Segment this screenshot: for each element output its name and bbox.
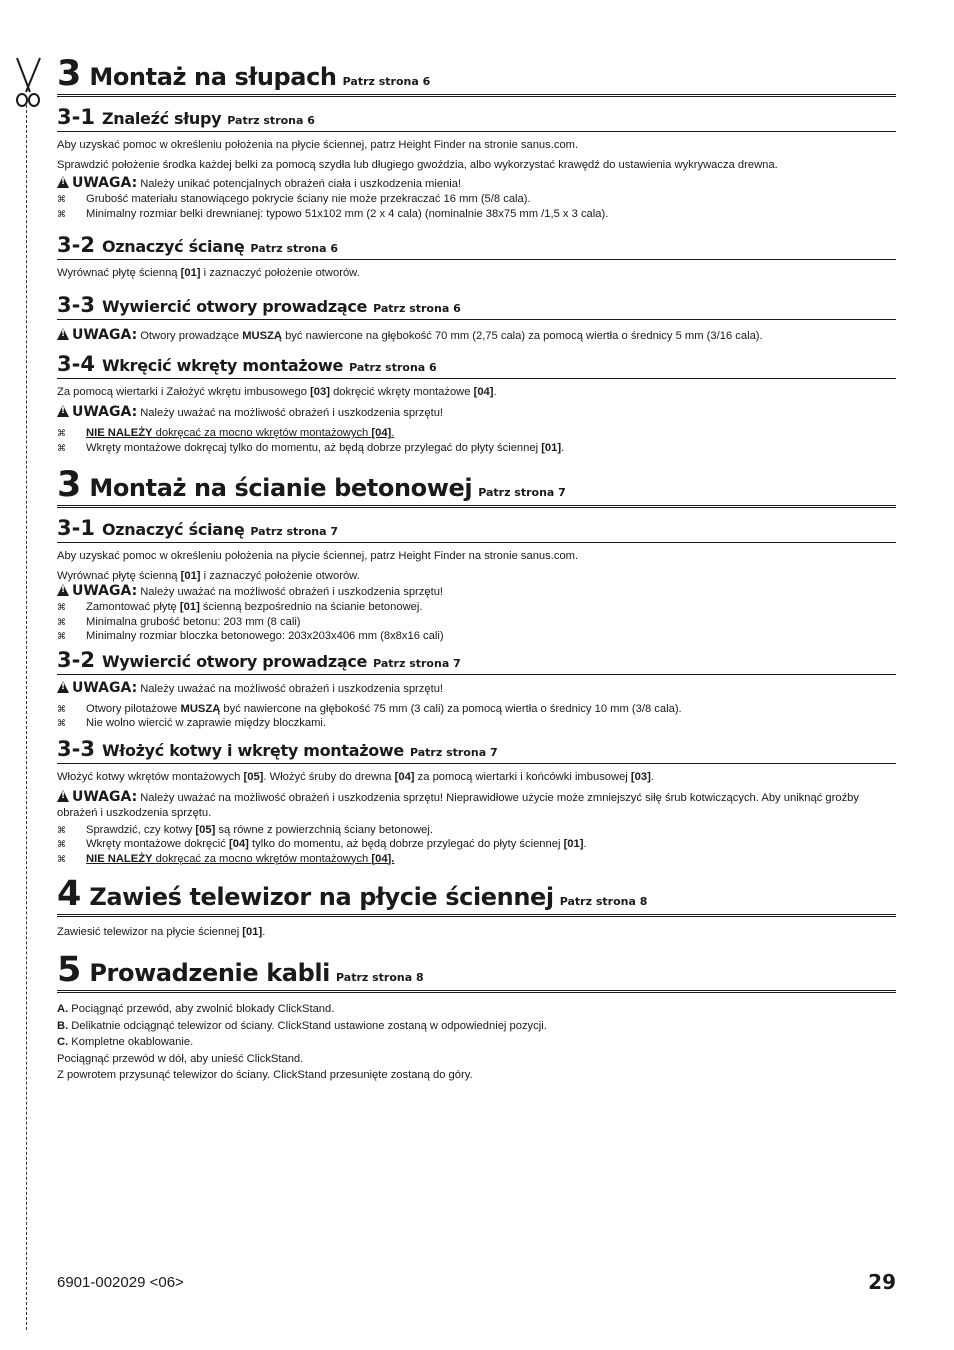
warning-label: UWAGA: xyxy=(72,404,138,420)
document-number: 6901-002029 <06> xyxy=(57,1274,184,1291)
list-item: ⌘ Zamontować płytę [01] ścienną bezpośrednio na ścianie betonowej. xyxy=(57,601,423,613)
warning-text: Należy uważać na możliwość obrażeń i uszkodzenia sprzętu! xyxy=(140,586,444,598)
warning-text: Należy uważać na możliwość obrażeń i uszkodzenia sprzętu! xyxy=(140,407,444,419)
page-reference: Patrz strona 6 xyxy=(250,242,339,255)
warning-icon xyxy=(57,405,69,417)
bullet-icon: ⌘ xyxy=(57,616,66,627)
step-b: B. Delikatnie odciągnąć telewizor od ściany. ClickStand ustawione zostaną w odpowiedniej pozycji. xyxy=(57,1019,547,1032)
subsection-number: 3-3 xyxy=(57,293,95,317)
list-item: ⌘ Otwory pilotażowe MUSZĄ być nawiercone na głębokość 75 mm (3 cali) za pomocą wiertła o średnicy 10 mm (3/8 cala). xyxy=(57,702,682,715)
page-content xyxy=(57,56,896,1084)
section-number: 5 xyxy=(57,950,82,990)
bullet-icon: ⌘ xyxy=(57,718,66,728)
list-item-text: Minimalna grubość betonu: 203 mm (8 cali) xyxy=(86,615,301,628)
warning xyxy=(57,584,896,600)
bullet-icon: ⌘ xyxy=(57,839,66,849)
list-item-text: Grubość materiału stanowiącego pokrycie ściany nie może przekraczać 16 mm (5/8 cala). xyxy=(86,193,531,205)
warning-icon xyxy=(57,584,69,596)
paragraph: Zawiesić telewizor na płycie ściennej [01]. xyxy=(57,926,266,938)
list-item: ⌘ NIE NALEŻY dokręcać za mocno wkrętów montażowych [04]. xyxy=(57,427,395,439)
page-reference: Patrz strona 6 xyxy=(373,302,461,315)
list-item: ⌘ Wkręty montażowe dokręcaj tylko do momentu, aż będą dobrze przylegać do płyty ściennej [01]. xyxy=(57,441,565,454)
paragraph: Wyrównać płytę ścienną [01] i zaznaczyć położenie otworów. xyxy=(57,267,360,279)
paragraph: Aby uzyskać pomoc w określeniu położenia na płycie ściennej, patrz Height Finder na stronie sanus.com. xyxy=(57,550,579,562)
bullet-list xyxy=(57,426,896,455)
subsection-heading xyxy=(57,737,896,764)
paragraph: Pociągnąć przewód w dół, aby unieść ClickStand. xyxy=(57,1052,304,1065)
section-heading xyxy=(57,876,896,917)
subsection-heading xyxy=(57,352,896,379)
subsection-heading xyxy=(57,293,896,320)
list-item: ⌘ Wkręty montażowe dokręcić [04] tylko do momentu, aż będą dobrze przylegać do płyty ściennej [01]. xyxy=(57,838,587,850)
warning-label: UWAGA: xyxy=(72,175,138,191)
subsection-title: Oznaczyć ścianę xyxy=(101,237,245,256)
warning xyxy=(57,405,896,421)
list-item xyxy=(57,192,896,207)
paragraph: Wyrównać płytę ścienną [01] i zaznaczyć położenie otworów. xyxy=(57,570,360,582)
subsection-number: 3-3 xyxy=(57,736,95,761)
warning-text: Należy unikać potencjalnych obrażeń ciała i uszkodzenia mienia! xyxy=(140,178,462,190)
warning-label: UWAGA: xyxy=(72,679,138,696)
subsection-title: Wkręcić wkręty montażowe xyxy=(101,356,344,375)
list-item xyxy=(57,207,896,222)
section-heading xyxy=(57,467,896,508)
subsection-number: 3-1 xyxy=(57,105,95,129)
warning-label: UWAGA: xyxy=(72,583,138,599)
step-a: A. Pociągnąć przewód, aby zwolnić blokady ClickStand. xyxy=(57,1003,335,1015)
subsection-number: 3-4 xyxy=(57,352,95,376)
step-c: C. Kompletne okablowanie. xyxy=(57,1036,194,1048)
warning-text: Należy uważać na możliwość obrażeń i uszkodzenia sprzętu! xyxy=(140,682,444,695)
section-title: Prowadzenie kabli xyxy=(89,959,331,987)
warning-label: UWAGA: xyxy=(72,788,138,805)
subsection-heading xyxy=(57,105,896,132)
list-item: ⌘ NIE NALEŻY dokręcać za mocno wkrętów montażowych [04]. xyxy=(57,852,395,865)
page-reference: Patrz strona 7 xyxy=(250,525,339,538)
paragraph: Z powrotem przysunąć telewizor do ściany. ClickStand przesunięte zostaną do góry. xyxy=(57,1069,473,1081)
bullet-icon: ⌘ xyxy=(57,631,66,641)
list-item-text: Minimalny rozmiar bloczka betonowego: 203x203x406 mm (8x8x16 cali) xyxy=(86,630,444,642)
paragraph: Aby uzyskać pomoc w określeniu położenia na płycie ściennej, patrz Height Finder na stronie sanus.com. xyxy=(57,139,579,151)
list-item xyxy=(57,716,896,731)
paragraph: Włożyć kotwy wkrętów montażowych [05]. Włożyć śruby do drewna [04] za pomocą wiertarki i końcówki imbusowej [03]. xyxy=(57,770,654,783)
list-item xyxy=(57,629,896,644)
page-reference: Patrz strona 8 xyxy=(336,971,424,984)
warning-label: UWAGA: xyxy=(72,327,138,343)
page-reference: Patrz strona 6 xyxy=(342,75,431,88)
subsection-title: Znaleźć słupy xyxy=(101,109,222,128)
subsection-heading xyxy=(57,516,896,543)
subsection-title: Wywiercić otwory prowadzące xyxy=(101,651,368,671)
section-title: Montaż na ścianie betonowej xyxy=(89,474,473,502)
page-reference: Patrz strona 6 xyxy=(349,361,437,374)
bullet-icon: ⌘ xyxy=(57,703,66,714)
bullet-list xyxy=(57,702,896,731)
page-reference: Patrz strona 8 xyxy=(559,895,648,908)
warning xyxy=(57,176,896,192)
warning xyxy=(57,681,896,697)
warning-icon xyxy=(57,681,69,693)
bullet-icon: ⌘ xyxy=(57,853,66,864)
warning-icon xyxy=(57,790,69,802)
section-number: 3 xyxy=(57,54,82,94)
subsection-number: 3-2 xyxy=(57,233,95,257)
cut-line xyxy=(26,100,27,1330)
bullet-icon: ⌘ xyxy=(57,428,66,438)
section-title: Montaż na słupach xyxy=(89,63,337,91)
list-item-text: Minimalny rozmiar belki drewnianej: typowo 51x102 mm (2 x 4 cala) (nominalnie 38x75 mm /1,5 x 3 cala). xyxy=(86,207,609,220)
bullet-icon: ⌘ xyxy=(57,824,66,835)
subsection-number: 3-1 xyxy=(57,516,95,540)
page-reference: Patrz strona 7 xyxy=(409,745,498,759)
bullet-icon: ⌘ xyxy=(57,602,66,612)
paragraph: Sprawdzić położenie środka każdej belki za pomocą szydła lub długiego gwoździa, albo wykorzystać krawędź do ustawienia wykrywacza drewna. xyxy=(57,159,778,171)
warning: !UWAGA: Otwory prowadzące MUSZĄ być nawiercone na głębokość 70 mm (2,75 cala) za pomocą wiertła o średnicy 5 mm (3/16 cala). xyxy=(57,328,896,344)
warning-icon xyxy=(57,176,69,188)
subsection-heading xyxy=(57,648,896,675)
bullet-list xyxy=(57,192,896,221)
subsection-title: Włożyć kotwy i wkręty montażowe xyxy=(101,740,404,760)
bullet-icon: ⌘ xyxy=(57,194,66,204)
warning xyxy=(57,790,896,821)
bullet-list xyxy=(57,823,896,867)
subsection-number: 3-2 xyxy=(57,647,95,672)
paragraph: Za pomocą wiertarki i Założyć wkrętu imbusowego [03] dokręcić wkręty montażowe [04]. xyxy=(57,386,497,398)
warning-icon xyxy=(57,328,69,340)
section-heading xyxy=(57,56,896,97)
warning-text: Należy uważać na możliwość obrażeń i uszkodzenia sprzętu! Nieprawidłowe użycie może zmniejszyć siłę śrub kotwiczących. Aby uniknąć groźby obrażeń i uszkodzenia sprzętu. xyxy=(57,791,859,819)
section-title: Zawieś telewizor na płycie ściennej xyxy=(89,883,554,911)
section-heading xyxy=(57,952,896,993)
section-number: 4 xyxy=(57,874,82,914)
page-reference: Patrz strona 7 xyxy=(373,656,461,670)
page-reference: Patrz strona 7 xyxy=(478,486,566,499)
bullet-icon: ⌘ xyxy=(57,208,66,219)
subsection-title: Oznaczyć ścianę xyxy=(101,520,245,539)
section-number: 3 xyxy=(57,465,82,505)
page-number: 29 xyxy=(868,1270,896,1294)
list-item-text: Nie wolno wiercić w zaprawie między bloczkami. xyxy=(86,717,326,729)
list-item xyxy=(57,615,896,630)
page-reference: Patrz strona 6 xyxy=(227,114,315,127)
bullet-list xyxy=(57,600,896,644)
scissors-icon xyxy=(10,56,46,108)
list-item: ⌘ Sprawdzić, czy kotwy [05] są równe z powierzchnią ściany betonowej. xyxy=(57,823,433,836)
subsection-heading xyxy=(57,233,896,260)
bullet-icon: ⌘ xyxy=(57,442,66,453)
subsection-title: Wywiercić otwory prowadzące xyxy=(101,297,368,316)
